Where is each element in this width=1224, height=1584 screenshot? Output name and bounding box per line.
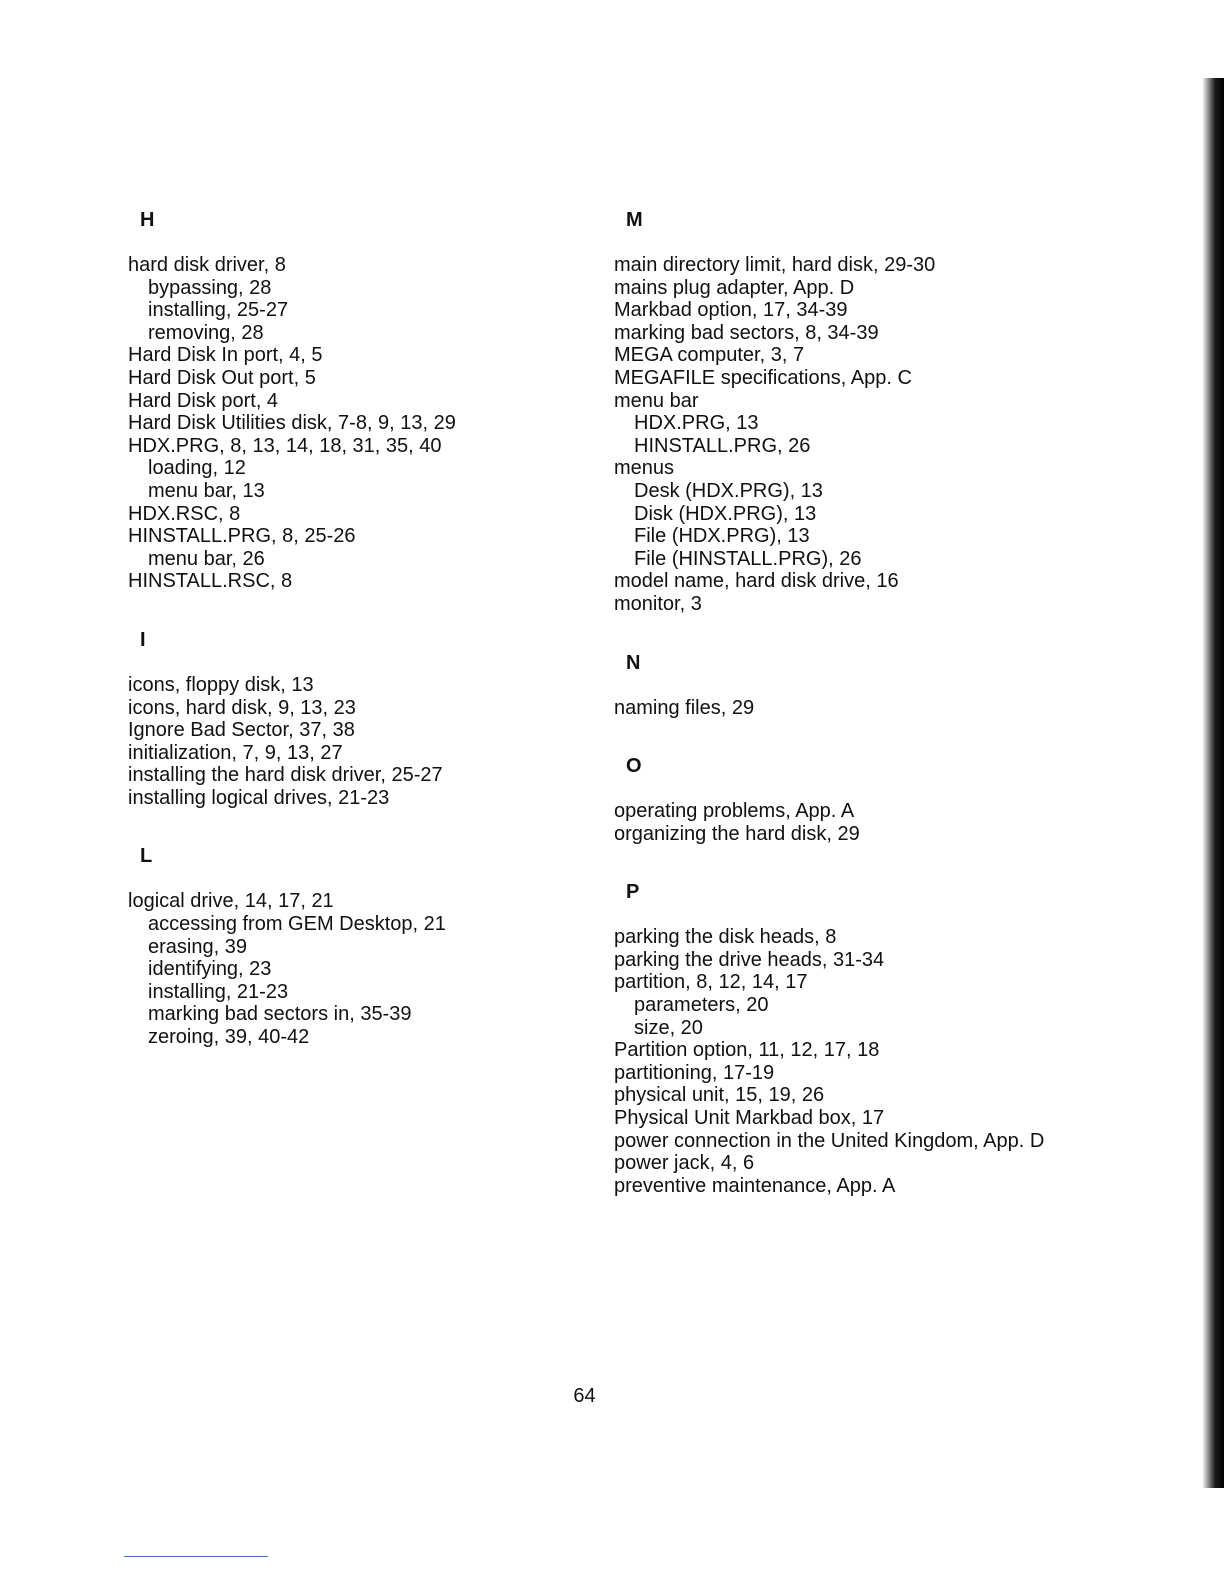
index-entry: installing the hard disk driver, 25-27 — [128, 764, 443, 787]
index-subentry: HDX.PRG, 13 — [634, 412, 759, 435]
section-letter: H — [140, 209, 155, 231]
section-gap — [614, 845, 1134, 878]
index-section-l — [128, 842, 568, 1048]
index-entry: physical unit, 15, 19, 26 — [614, 1084, 825, 1107]
index-entry: Hard Disk Out port, 5 — [128, 366, 316, 389]
index-entry: parking the drive heads, 31-34 — [614, 948, 885, 971]
index-entry: logical drive, 14, 17, 21 — [128, 890, 334, 913]
index-entry-list — [128, 890, 568, 1048]
index-entry: mains plug adapter, App. D — [614, 276, 855, 299]
section-letter: N — [626, 651, 641, 674]
index-subentry: File (HDX.PRG), 13 — [634, 525, 810, 548]
index-section-i — [128, 626, 568, 810]
index-column-left — [128, 206, 568, 1049]
index-entry: preventive maintenance, App. A — [614, 1174, 896, 1197]
index-entry: Hard Disk Utilities disk, 7-8, 9, 13, 29 — [128, 412, 456, 435]
index-entry-list — [128, 254, 568, 593]
index-subentry: installing, 25-27 — [148, 299, 289, 322]
index-entry: organizing the hard disk, 29 — [614, 822, 860, 845]
index-entry: power connection in the United Kingdom, App. D — [614, 1129, 1045, 1152]
index-entry-list — [614, 926, 1134, 1197]
index-subentry: menu bar, 26 — [148, 547, 265, 570]
section-letter: M — [626, 209, 643, 231]
index-column-right — [614, 206, 1134, 1197]
index-entry: menus — [614, 457, 675, 480]
index-entry: installing logical drives, 21-23 — [128, 786, 390, 809]
section-gap — [128, 809, 568, 842]
section-letter: I — [140, 628, 146, 651]
index-entry: marking bad sectors, 8, 34-39 — [614, 321, 879, 344]
section-letter: P — [626, 881, 640, 904]
footer-rule — [124, 1556, 268, 1557]
index-section-h — [128, 206, 568, 593]
index-subentry: Disk (HDX.PRG), 13 — [634, 502, 817, 525]
index-subentry: marking bad sectors in, 35-39 — [148, 1003, 412, 1026]
index-subentry: parameters, 20 — [634, 994, 769, 1017]
index-entry-list — [614, 697, 1134, 720]
index-subentry: bypassing, 28 — [148, 276, 272, 299]
index-subentry: HINSTALL.PRG, 26 — [634, 434, 811, 457]
index-section-n — [614, 649, 1134, 720]
index-entry: Partition option, 11, 12, 17, 18 — [614, 1039, 880, 1062]
index-entry-list — [614, 254, 1134, 616]
index-subentry: menu bar, 13 — [148, 479, 265, 502]
index-entry: partition, 8, 12, 14, 17 — [614, 971, 808, 994]
section-gap — [614, 719, 1134, 752]
index-entry: HDX.PRG, 8, 13, 14, 18, 31, 35, 40 — [128, 434, 442, 457]
index-subentry: removing, 28 — [148, 321, 264, 344]
index-section-p — [614, 878, 1134, 1197]
index-subentry: size, 20 — [634, 1016, 703, 1039]
index-entry: Markbad option, 17, 34-39 — [614, 299, 848, 322]
index-entry: partitioning, 17-19 — [614, 1061, 775, 1084]
index-subentry: identifying, 23 — [148, 958, 272, 981]
index-subentry: installing, 21-23 — [148, 980, 289, 1003]
index-subentry: accessing from GEM Desktop, 21 — [148, 913, 446, 936]
index-subentry: loading, 12 — [148, 457, 246, 480]
index-entry: icons, hard disk, 9, 13, 23 — [128, 696, 356, 719]
scan-binding-edge — [1202, 78, 1224, 1488]
index-entry: Hard Disk In port, 4, 5 — [128, 344, 323, 367]
index-entry: parking the disk heads, 8 — [614, 926, 837, 949]
page-number: 64 — [573, 1385, 596, 1407]
index-section-m — [614, 206, 1134, 616]
index-subentry: Desk (HDX.PRG), 13 — [634, 479, 823, 502]
index-entry: model name, hard disk drive, 16 — [614, 570, 899, 593]
section-letter: O — [626, 755, 642, 778]
index-subentry: File (HINSTALL.PRG), 26 — [634, 547, 862, 570]
index-entry: hard disk driver, 8 — [128, 254, 286, 276]
index-entry: HINSTALL.RSC, 8 — [128, 570, 293, 593]
index-entry: menu bar — [614, 389, 699, 412]
index-entry: power jack, 4, 6 — [614, 1152, 755, 1175]
index-subentry: erasing, 39 — [148, 935, 247, 958]
index-section-o — [614, 752, 1134, 845]
section-gap — [614, 616, 1134, 649]
section-gap — [128, 593, 568, 626]
index-entry: Physical Unit Markbad box, 17 — [614, 1107, 885, 1130]
index-entry: icons, floppy disk, 13 — [128, 673, 314, 696]
index-entry: naming files, 29 — [614, 696, 755, 719]
index-entry: operating problems, App. A — [614, 800, 855, 823]
index-entry: MEGA computer, 3, 7 — [614, 344, 805, 367]
index-entry: main directory limit, hard disk, 29-30 — [614, 254, 936, 276]
index-entry: MEGAFILE specifications, App. C — [614, 366, 912, 389]
index-entry: HDX.RSC, 8 — [128, 502, 241, 525]
index-entry: Hard Disk port, 4 — [128, 389, 279, 412]
index-entry: HINSTALL.PRG, 8, 25-26 — [128, 525, 356, 548]
section-letter: L — [140, 845, 153, 868]
index-entry-list — [128, 674, 568, 810]
index-entry: Ignore Bad Sector, 37, 38 — [128, 719, 355, 742]
index-entry: monitor, 3 — [614, 592, 702, 615]
index-entry: initialization, 7, 9, 13, 27 — [128, 741, 343, 764]
index-subentry: zeroing, 39, 40-42 — [148, 1026, 310, 1049]
index-entry-list — [614, 800, 1134, 845]
